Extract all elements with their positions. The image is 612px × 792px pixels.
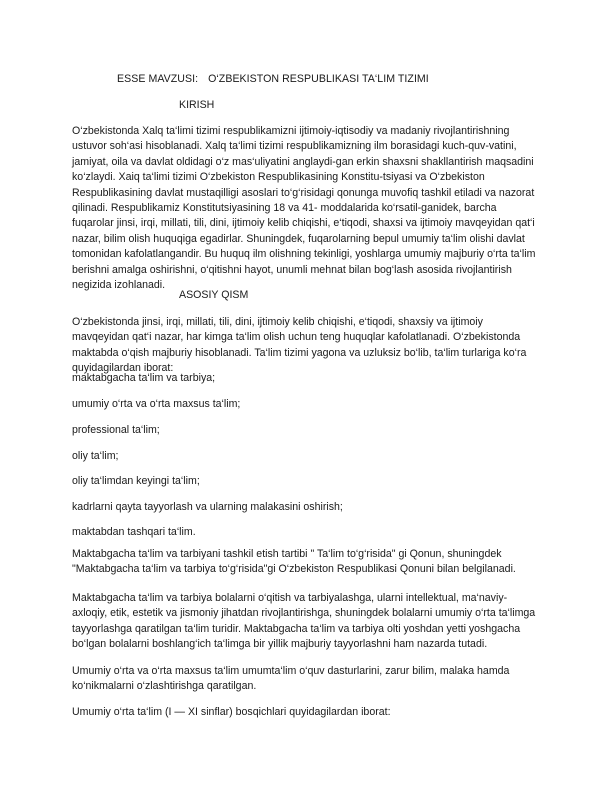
essay-title-label: ESSE MAVZUSI: (117, 73, 199, 85)
list-item: kadrlarni qayta tayyorlash va ularning malakasini oshirish; (72, 501, 343, 513)
stages-paragraph: Umumiy o‘rta ta‘lim (I — XI sinflar) bosqichlari quyidagilardan iborat: (72, 706, 391, 718)
list-item: professional ta‘lim; (72, 424, 160, 436)
list-item: oliy ta‘limdan keyingi ta‘lim; (72, 475, 200, 487)
list-item: maktabgacha ta‘lim va tarbiya; (72, 372, 216, 384)
list-item: maktabdan tashqari ta‘lim. (72, 526, 196, 538)
intro-heading: KIRISH (179, 99, 215, 111)
essay-title (117, 73, 429, 85)
preschool-paragraph: Maktabgacha ta‘lim va tarbiya bolalarni o‘qitish va tarbiyalashga, ularni intellektual, ma‘naviy-axloqiy, etik, estetik va jismoniy jihatdan rivojlantirishga, shuningdek bolalarni umumiy o‘rta ta‘limga tayyorlashga qaratilgan ta‘lim turidir. Maktabgacha ta‘lim va tarbiya olti yoshdan yetti yoshgacha bo‘lgan bolalarni boshlang‘ich ta‘limga bir yillik majburiy tayyorlashni ham nazarda tutadi. (72, 592, 536, 651)
main-paragraph: O‘zbekistonda jinsi, irqi, millati, tili, dini, ijtimoiy kelib chiqishi, e‘tiqodi, shaxsiy va ijtimoiy mavqeyidan qat‘i nazar, har kimga ta‘lim olish uchun teng huquqlar kafolatlanadi. O‘zbekistonda maktabda o‘qish majburiy hisoblanadi. Ta‘lim tizimi yagona va uzluksiz bo‘lib, ta‘lim turlariga ko‘ra quyidagilardan iborat: (72, 316, 527, 375)
essay-title-text: O‘ZBEKISTON RESPUBLIKASI TA‘LIM TIZIMI (208, 73, 429, 85)
general-education-paragraph: Umumiy o‘rta va o‘rta maxsus ta‘lim umumta‘lim o‘quv dasturlarini, zarur bilim, malaka hamda ko‘nikmalarni o‘zlashtirishga qaratilgan. (72, 665, 510, 693)
list-item: oliy ta‘lim; (72, 450, 119, 462)
law-paragraph: Maktabgacha ta‘lim va tarbiyani tashkil etish tartibi " Ta‘lim to‘g‘risida" gi Qonun, shuningdek "Maktabgacha ta‘lim va tarbiya to‘g‘risida"gi O‘zbekiston Respublikasi Qonuni bilan belgilanadi. (72, 548, 516, 576)
list-item: umumiy o‘rta va o‘rta maxsus ta‘lim; (72, 398, 241, 410)
intro-paragraph: O‘zbekistonda Xalq ta‘limi tizimi respublikamizni ijtimoiy-iqtisodiy va madaniy rivojlantirishning ustuvor soh‘asi hisoblanadi. Xalq ta‘limi tizimi respublikamizning ilm borasidagi kuch-quv-vatini, jamiyat, oila va davlat oldidagi o‘z mas‘uliyatini anglaydi-gan erkin shaxsni shakllantirish maqsadini ko‘zlaydi. Xaiq ta‘limi tizimi O‘zbekiston Respublikasining Konstitu-tsiyasi va O‘zbekiston Respublikasining davlat mustaqilligi asoslari to‘g‘risidagi qonunga muvofiq tashkil etiladi va nazorat qilinadi. Respublikamiz Konstitutsiyasining 18 va 41- moddalarida ko‘rsatil-ganidek, barcha fuqarolar jinsi, irqi, millati, tili, dini, ijtimoiy kelib chiqishi, e‘tiqodi, shaxsi va ijtimoiy mavqeyidan qat‘i nazar, bilim olish huquqiga egadirlar. Shuningdek, fuqarolarning bepul umumiy ta‘lim olishi davlat tomonidan kafolatlangandir. Bu huquq ilm olishning tekinligi, yoshlarga umumiy majburiy o‘rta ta‘lim berishni amalga oshirishni, o‘qitishni hayot, unumli mehnat bilan bog‘lash asosida rivojlantirish negizida izohlanadi. (72, 125, 536, 292)
main-heading: ASOSIY QISM (179, 289, 249, 301)
